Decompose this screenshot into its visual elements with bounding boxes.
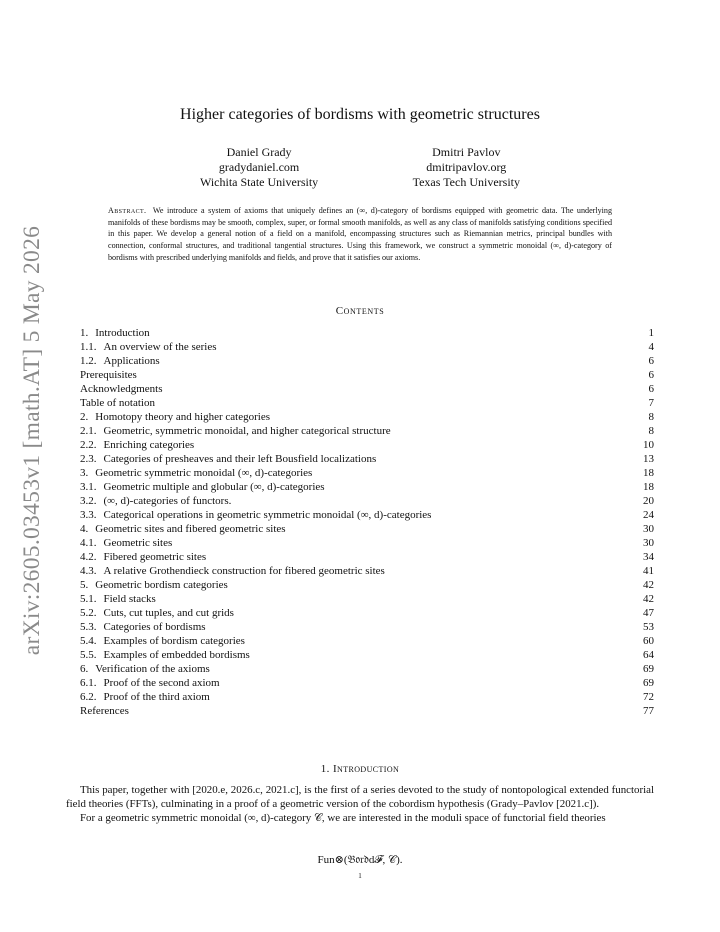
- toc-entry-page: 18: [643, 467, 654, 479]
- toc-entry-title: Geometric multiple and globular (∞, d)-categories: [103, 481, 325, 493]
- toc-entry[interactable]: [80, 368, 654, 382]
- toc-entry[interactable]: [80, 354, 654, 368]
- toc-entry-title: Homotopy theory and higher categories: [95, 411, 270, 423]
- toc-entry-number: 4.3.: [80, 565, 97, 577]
- toc-entry-number: 1.1.: [80, 341, 97, 353]
- toc-entry-label: [80, 508, 431, 522]
- toc-entry-page: 69: [643, 677, 654, 689]
- toc-entry-label: [80, 676, 220, 690]
- toc-entry-label: [80, 466, 312, 480]
- author-website: dmitripavlov.org: [426, 160, 507, 174]
- section-title: Introduction: [332, 763, 400, 775]
- toc-entry-label: [80, 494, 231, 508]
- toc-entry[interactable]: [80, 508, 654, 522]
- toc-entry-title: Verification of the axioms: [95, 663, 210, 675]
- toc-entry-number: 6.1.: [80, 677, 97, 689]
- toc-entry-page: 20: [643, 495, 654, 507]
- toc-entry[interactable]: [80, 466, 654, 480]
- toc-entry-title: Enriching categories: [103, 439, 195, 451]
- toc-entry-number: 2.2.: [80, 439, 97, 451]
- toc-entry-page: 6: [648, 383, 654, 395]
- toc-entry-title: A relative Grothendieck construction for fibered geometric sites: [103, 565, 385, 577]
- toc-entry-label: [80, 480, 325, 494]
- author-name: Dmitri Pavlov: [432, 145, 501, 159]
- paragraph: For a geometric symmetric monoidal (∞, d)-category 𝒞, we are interested in the moduli space of functorial field theories: [80, 812, 606, 824]
- toc-entry-number: 4.: [80, 523, 89, 535]
- toc-entry-page: 42: [643, 579, 654, 591]
- toc-entry[interactable]: [80, 382, 654, 396]
- toc-entry-number: 5.5.: [80, 649, 97, 661]
- toc-entry-title: Table of notation: [80, 397, 155, 409]
- toc-entry-page: 72: [643, 691, 654, 703]
- toc-entry-number: 2.: [80, 411, 89, 423]
- toc-entry[interactable]: [80, 564, 654, 578]
- toc-entry-page: 30: [643, 537, 654, 549]
- toc-entry[interactable]: [80, 326, 654, 340]
- toc-entry-number: 2.1.: [80, 425, 97, 437]
- toc-entry-number: 4.2.: [80, 551, 97, 563]
- arxiv-stamp: [10, 190, 56, 690]
- toc-entry-label: [80, 662, 210, 676]
- toc-entry[interactable]: [80, 522, 654, 536]
- toc-entry[interactable]: [80, 662, 654, 676]
- toc-entry-title: Proof of the second axiom: [103, 677, 220, 689]
- toc-entry-title: Geometric, symmetric monoidal, and higher categorical structure: [103, 425, 391, 437]
- toc-entry-title: Geometric symmetric monoidal (∞, d)-categories: [95, 467, 313, 479]
- toc-entry-label: [80, 690, 210, 704]
- toc-entry-number: 6.2.: [80, 691, 97, 703]
- toc-entry-page: 77: [643, 705, 654, 717]
- toc-entry-page: 34: [643, 551, 654, 563]
- toc-entry-page: 60: [643, 635, 654, 647]
- toc-entry-page: 6: [648, 369, 654, 381]
- toc-entry-number: 2.3.: [80, 453, 97, 465]
- toc-entry-title: Categories of presheaves and their left Bousfield localizations: [103, 453, 377, 465]
- toc-entry[interactable]: [80, 438, 654, 452]
- toc-entry[interactable]: [80, 410, 654, 424]
- toc-entry-title: Field stacks: [103, 593, 156, 605]
- toc-entry[interactable]: [80, 494, 654, 508]
- toc-entry-label: [80, 424, 391, 438]
- toc-entry-page: 42: [643, 593, 654, 605]
- toc-entry[interactable]: [80, 704, 654, 718]
- toc-entry-number: 3.: [80, 467, 89, 479]
- toc-entry-number: 5.1.: [80, 593, 97, 605]
- toc-entry-page: 69: [643, 663, 654, 675]
- toc-entry-title: Cuts, cut tuples, and cut grids: [103, 607, 234, 619]
- table-of-contents: [80, 326, 654, 718]
- author-name: Daniel Grady: [226, 145, 292, 159]
- toc-entry-title: An overview of the series: [103, 341, 217, 353]
- toc-entry-number: 6.: [80, 663, 89, 675]
- contents-heading: Contents: [335, 305, 385, 317]
- toc-entry-label: [80, 550, 206, 564]
- toc-entry-title: Acknowledgments: [80, 383, 163, 395]
- toc-entry-label: [80, 648, 250, 662]
- toc-entry[interactable]: [80, 690, 654, 704]
- toc-entry-label: [80, 606, 234, 620]
- toc-entry-page: 30: [643, 523, 654, 535]
- toc-entry[interactable]: [80, 424, 654, 438]
- toc-entry[interactable]: [80, 550, 654, 564]
- section-heading: [80, 763, 640, 775]
- toc-entry-label: [80, 326, 150, 340]
- author-2: [413, 145, 520, 190]
- paper-title: Higher categories of bordisms with geometric structures: [180, 106, 540, 123]
- toc-entry-label: [80, 536, 172, 550]
- toc-entry-label: [80, 564, 385, 578]
- toc-entry-label: [80, 620, 206, 634]
- toc-entry-page: 47: [643, 607, 654, 619]
- toc-entry-label: [80, 410, 270, 424]
- toc-entry-title: Prerequisites: [80, 369, 137, 381]
- toc-entry-title: Fibered geometric sites: [103, 551, 207, 563]
- toc-entry-page: 8: [648, 411, 654, 423]
- toc-entry-label: [80, 340, 217, 354]
- toc-entry-label: [80, 438, 194, 452]
- toc-entry-page: 13: [643, 453, 654, 465]
- toc-entry[interactable]: [80, 620, 654, 634]
- toc-entry-title: Categorical operations in geometric symmetric monoidal (∞, d)-categories: [103, 509, 432, 521]
- toc-entry-page: 4: [648, 341, 654, 353]
- toc-entry-number: 4.1.: [80, 537, 97, 549]
- paragraph: This paper, together with [2020.e, 2026.c, 2021.c], is the first of a series devoted to the study of nontopological extended functorial field theories (FFTs), culminating in a proof of a geometric version of the cobordism hypothesis (Grady–Pavlov [2021.c]).: [66, 784, 654, 810]
- toc-entry-label: [80, 522, 286, 536]
- toc-entry-number: 5.: [80, 579, 89, 591]
- toc-entry[interactable]: [80, 396, 654, 410]
- toc-entry-page: 8: [648, 425, 654, 437]
- toc-entry-number: 3.2.: [80, 495, 97, 507]
- toc-entry-label: [80, 452, 376, 466]
- author-1: [200, 145, 318, 190]
- toc-entry[interactable]: [80, 452, 654, 466]
- toc-entry-label: [80, 592, 156, 606]
- page-number: 1: [358, 872, 362, 880]
- toc-entry-title: Introduction: [95, 327, 150, 339]
- author-website: gradydaniel.com: [218, 160, 300, 174]
- toc-entry-title: Examples of bordism categories: [103, 635, 245, 647]
- toc-entry[interactable]: [80, 634, 654, 648]
- toc-entry-title: Examples of embedded bordisms: [103, 649, 250, 661]
- toc-entry-number: 3.1.: [80, 481, 97, 493]
- abstract-label: Abstract.: [108, 206, 147, 215]
- toc-entry-page: 41: [643, 565, 654, 577]
- toc-entry-title: (∞, d)-categories of functors.: [103, 495, 232, 507]
- display-formula: Fun⊗(𝔅𝔬𝔯𝔡d𝓕, 𝒞).: [317, 854, 403, 866]
- author-affiliation: Texas Tech University: [412, 175, 520, 189]
- toc-entry-page: 7: [648, 397, 654, 409]
- toc-entry-title: References: [80, 705, 129, 717]
- toc-entry[interactable]: [80, 676, 654, 690]
- abstract: [108, 205, 612, 264]
- toc-entry-page: 64: [643, 649, 654, 661]
- toc-entry[interactable]: [80, 606, 654, 620]
- toc-entry-number: 5.4.: [80, 635, 97, 647]
- author-affiliation: Wichita State University: [200, 175, 319, 189]
- toc-entry-title: Geometric bordism categories: [95, 579, 228, 591]
- toc-entry-number: 3.3.: [80, 509, 97, 521]
- toc-entry-page: 18: [643, 481, 654, 493]
- toc-entry-page: 6: [648, 355, 654, 367]
- toc-entry-label: [80, 578, 228, 592]
- toc-entry[interactable]: [80, 536, 654, 550]
- toc-entry-label: [80, 704, 129, 718]
- toc-entry-number: 1.2.: [80, 355, 97, 367]
- toc-entry-number: 1.: [80, 327, 89, 339]
- toc-entry-title: Applications: [103, 355, 160, 367]
- toc-entry-label: [80, 382, 162, 396]
- toc-entry-page: 1: [648, 327, 654, 339]
- toc-entry-label: [80, 396, 155, 410]
- toc-entry[interactable]: [80, 340, 654, 354]
- toc-entry-page: 24: [643, 509, 654, 521]
- toc-entry[interactable]: [80, 578, 654, 592]
- toc-entry-number: 5.2.: [80, 607, 97, 619]
- toc-entry[interactable]: [80, 592, 654, 606]
- toc-entry-title: Proof of the third axiom: [103, 691, 210, 703]
- toc-entry-number: 5.3.: [80, 621, 97, 633]
- abstract-text: We introduce a system of axioms that uniquely defines an (∞, d)-category of bordisms equipped with geometric data. The underlying manifolds of these bordisms may be smooth, complex, super, or formal smooth manifolds, as well as any class of manifolds satisfying conditions specified in this paper. We develop a general notion of a field on a manifold, encompassing structures such as Riemannian metrics, principal bundles with connection, conformal structures, and traditional tangential structures. Using this framework, we construct a symmetric monoidal (∞, d)-category of bordisms with prescribed underlying manifolds and fields, and prove that it satisfies our axioms.: [108, 206, 612, 262]
- section-number: 1.: [320, 763, 330, 775]
- toc-entry-title: Geometric sites and fibered geometric sites: [95, 523, 286, 535]
- toc-entry-label: [80, 354, 160, 368]
- toc-entry-page: 53: [643, 621, 654, 633]
- arxiv-stamp-text: arXiv:2605.03453v1 [math.AT] 5 May 2026: [19, 225, 46, 655]
- toc-entry-label: [80, 634, 245, 648]
- toc-entry[interactable]: [80, 648, 654, 662]
- body-text: [66, 783, 654, 825]
- author-block: [200, 145, 520, 190]
- toc-entry-label: [80, 368, 137, 382]
- toc-entry[interactable]: [80, 480, 654, 494]
- toc-entry-title: Categories of bordisms: [103, 621, 206, 633]
- toc-entry-title: Geometric sites: [103, 537, 173, 549]
- toc-entry-page: 10: [643, 439, 654, 451]
